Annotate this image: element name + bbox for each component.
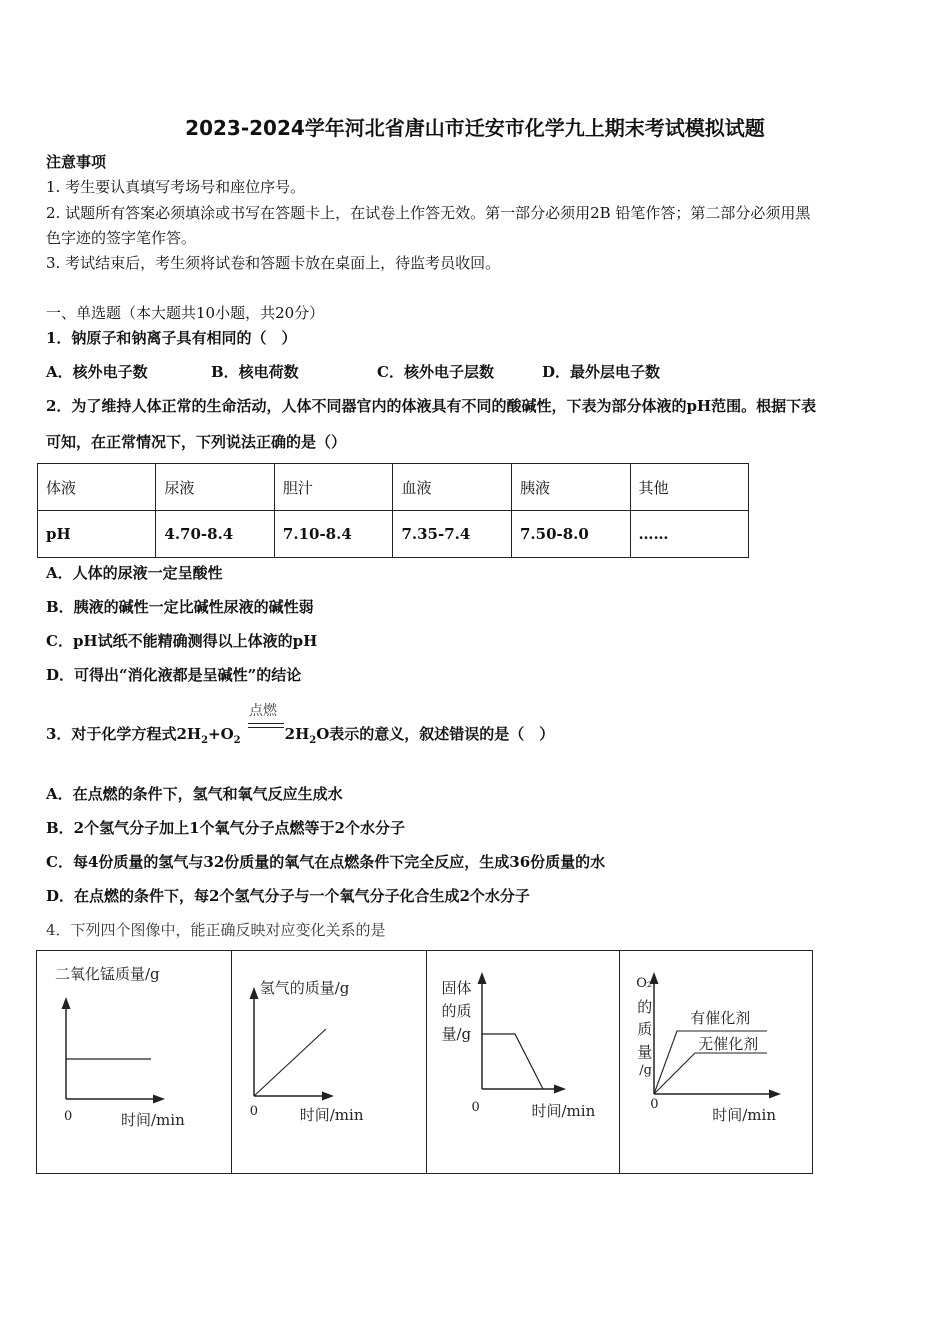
reaction-condition: 点燃 — [249, 703, 277, 719]
y-axis-label: 氢气的质量/g — [259, 979, 350, 997]
y-axis-label: 二氧化锰质量/g — [55, 965, 160, 983]
y-axis-label-line: 质 — [637, 1020, 653, 1038]
legend-no-catalyst: 无催化剂 — [698, 1035, 759, 1053]
legend-catalyst: 有催化剂 — [690, 1009, 751, 1027]
product-water: 2H — [284, 725, 310, 743]
table-cell: pH — [38, 511, 156, 558]
x-axis-label: 时间/min — [299, 1106, 364, 1124]
table-cell: 体液 — [38, 464, 156, 511]
no-catalyst-line — [654, 1053, 767, 1094]
origin-label: 0 — [249, 1104, 259, 1119]
y-axis-label-line: /g — [639, 1063, 652, 1078]
y-axis-label-line: O₂ — [636, 976, 653, 991]
table-cell: 7.50-8.0 — [511, 511, 630, 558]
q3-option-c: C．每4份质量的氢气与32份质量的氧气在点燃条件下完全反应，生成36份质量的水 — [46, 853, 606, 871]
q1-stem: 1．钠原子和钠离子具有相同的（ ） — [46, 329, 297, 347]
section-heading: 一、单选题（本大题共10小题，共20分） — [46, 304, 325, 322]
q2-option-a: A．人体的尿液一定呈酸性 — [46, 564, 223, 582]
q4-graphs — [36, 950, 813, 1174]
y-axis-label-line: 量 — [637, 1043, 653, 1061]
q2-stem: 2．为了维持人体正常的生命活动，人体不同器官内的体液具有不同的酸碱性，下表为部分体液的pH范围。根据下表 — [46, 397, 817, 415]
table-cell: 7.35-7.4 — [393, 511, 512, 558]
table-cell: 7.10-8.4 — [274, 511, 393, 558]
graph-panel-d — [620, 951, 812, 1173]
note-item: 1. 考生要认真填写考场号和座位序号。 — [46, 178, 306, 196]
page-title: 2023-2024学年河北省唐山市迁安市化学九上期末考试模拟试题 — [185, 116, 765, 140]
graph-panel-c — [427, 951, 621, 1173]
q3-stem — [46, 723, 554, 746]
origin-label: 0 — [64, 1109, 73, 1124]
q1-option-a: A．核外电子数 — [46, 363, 148, 381]
product-water-rest: O — [316, 725, 330, 743]
table-row — [38, 511, 749, 558]
q3-option-a: A．在点燃的条件下，氢气和氧气反应生成水 — [46, 785, 343, 803]
y-axis-label-line: 的 — [637, 998, 653, 1016]
table-header-row — [38, 464, 749, 511]
reactant-hydrogen: 2H — [176, 725, 202, 743]
data-line — [482, 1034, 543, 1089]
notes-heading: 注意事项 — [46, 153, 107, 171]
graph-panel-b — [232, 951, 427, 1173]
graph-a — [37, 951, 231, 1173]
table-cell: 其他 — [630, 464, 748, 511]
table-cell: 胰液 — [511, 464, 630, 511]
q1-option-c: C．核外电子层数 — [377, 363, 494, 381]
table-cell: 血液 — [393, 464, 512, 511]
data-line — [254, 1029, 326, 1096]
note-item: 色字迹的签字笔作答。 — [46, 229, 197, 247]
q2-option-c: C．pH试纸不能精确测得以上体液的pH — [46, 632, 318, 650]
reactant-oxygen: +O — [208, 725, 234, 743]
q2-stem-cont: 可知，在正常情况下，下列说法正确的是（） — [46, 433, 347, 451]
q4-stem: 4．下列四个图像中，能正确反映对应变化关系的是 — [46, 921, 386, 939]
table-cell: 尿液 — [156, 464, 275, 511]
note-item: 3. 考试结束后，考生须将试卷和答题卡放在桌面上，待监考员收回。 — [46, 254, 501, 272]
q3-stem-suffix: 表示的意义，叙述错误的是（ ） — [329, 725, 555, 743]
q3-option-d: D．在点燃的条件下，每2个氢气分子与一个氧气分子化合生成2个水分子 — [46, 887, 530, 905]
x-axis-label: 时间/min — [121, 1111, 185, 1129]
origin-label: 0 — [650, 1097, 659, 1112]
x-axis-label: 时间/min — [712, 1106, 776, 1124]
q3-stem-prefix: 3．对于化学方程式 — [46, 725, 177, 743]
y-axis-label-line: 固体 — [441, 979, 472, 997]
q2-option-d: D．可得出“消化液都是呈碱性”的结论 — [46, 666, 302, 684]
subscript: 2 — [233, 735, 241, 746]
subscript: 2 — [201, 735, 209, 746]
graph-panel-a — [37, 951, 232, 1173]
ph-table — [37, 463, 749, 558]
note-item: 2. 试题所有答案必须填涂或书写在答题卡上，在试卷上作答无效。第一部分必须用2B 铅笔作答；第二部分必须用黑 — [46, 204, 811, 222]
table-cell: 4.70-8.4 — [156, 511, 275, 558]
table-cell: …… — [630, 511, 748, 558]
subscript: 2 — [309, 735, 317, 746]
x-axis-label: 时间/min — [531, 1102, 596, 1120]
origin-label: 0 — [471, 1100, 480, 1115]
table-cell: 胆汁 — [274, 464, 393, 511]
y-axis-label-line: 的质 — [441, 1002, 472, 1020]
q1-option-d: D．最外层电子数 — [542, 363, 661, 381]
q3-option-b: B．2个氢气分子加上1个氧气分子点燃等于2个水分子 — [46, 819, 405, 837]
q1-option-b: B．核电荷数 — [211, 363, 299, 381]
q2-option-b: B．胰液的碱性一定比碱性尿液的碱性弱 — [46, 598, 314, 616]
y-axis-label-line: 量/g — [441, 1025, 472, 1043]
